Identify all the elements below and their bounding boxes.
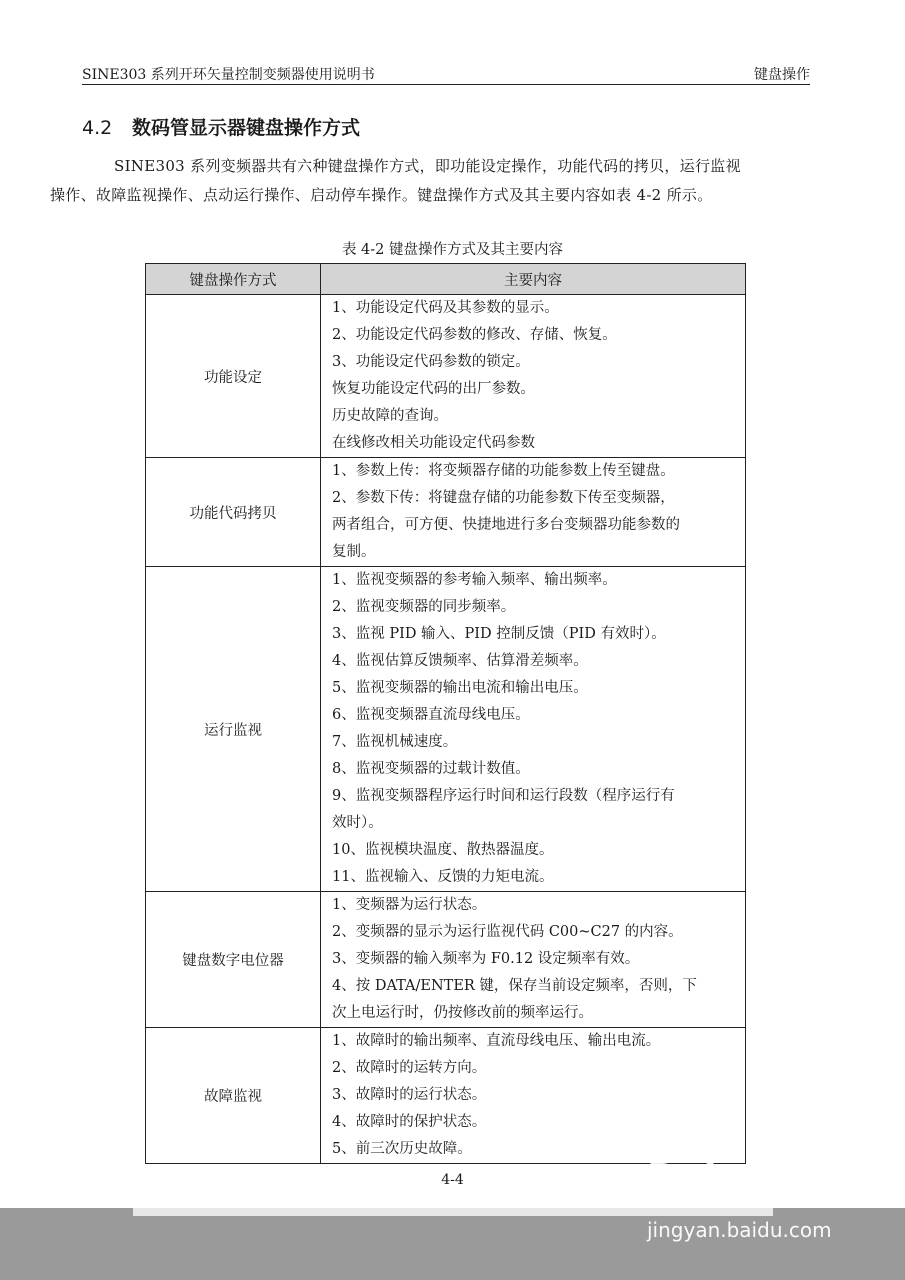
keyboard-operation-table <box>145 263 746 1164</box>
content-line: 2、故障时的运转方向。 <box>332 1060 487 1076</box>
table-header-row <box>146 264 746 295</box>
main-content-cell <box>321 295 746 458</box>
operation-mode-cell: 功能代码拷贝 <box>146 458 321 567</box>
content-line: 3、功能设定代码参数的锁定。 <box>332 354 530 370</box>
content-line: 4、按 DATA/ENTER 键，保存当前设定频率，否则，下 <box>332 978 697 994</box>
intro-line-2: 操作、故障监视操作、点动运行操作、启动停车操作。键盘操作方式及其主要内容如表 4-2 所示。 <box>50 186 713 204</box>
content-line: 2、变频器的显示为运行监视代码 C00~C27 的内容。 <box>332 924 683 940</box>
content-line: 3、变频器的输入频率为 F0.12 设定频率有效。 <box>332 951 640 967</box>
content-line: 复制。 <box>332 544 376 560</box>
table-caption: 表 4-2 键盘操作方式及其主要内容 <box>341 242 564 258</box>
operation-mode-cell: 键盘数字电位器 <box>146 892 321 1028</box>
baidu-watermark <box>645 1150 875 1250</box>
content-line: 10、监视模块温度、散热器温度。 <box>332 842 554 858</box>
content-line: 5、前三次历史故障。 <box>332 1141 472 1157</box>
intro-paragraph <box>50 152 810 210</box>
content-line: 1、功能设定代码及其参数的显示。 <box>332 300 559 316</box>
content-line: 7、监视机械速度。 <box>332 734 458 750</box>
content-line: 1、参数上传：将变频器存储的功能参数上传至键盘。 <box>332 463 675 479</box>
content-line: 5、监视变频器的输出电流和输出电压。 <box>332 680 588 696</box>
main-content-cell <box>321 892 746 1028</box>
content-line: 6、监视变频器直流母线电压。 <box>332 707 530 723</box>
watermark-logo-text: Bai <box>647 1156 718 1200</box>
operation-mode-cell: 运行监视 <box>146 567 321 892</box>
chapter-name: 键盘操作 <box>754 67 810 83</box>
section-title: 数码管显示器键盘操作方式 <box>132 117 361 139</box>
operation-mode-cell: 故障监视 <box>146 1028 321 1164</box>
content-line: 1、故障时的输出频率、直流母线电压、输出电流。 <box>332 1033 661 1049</box>
table-row <box>146 892 746 1028</box>
page-header <box>82 62 810 85</box>
header-content: 主要内容 <box>321 264 746 295</box>
table-row <box>146 567 746 892</box>
content-line: 4、监视估算反馈频率、估算滑差频率。 <box>332 653 588 669</box>
page-number: 4-4 <box>441 1172 464 1188</box>
section-heading <box>82 113 360 140</box>
content-line: 9、监视变频器程序运行时间和运行段数（程序运行有 <box>332 788 675 804</box>
document-title: SINE303 系列开环矢量控制变频器使用说明书 <box>82 67 375 83</box>
content-line: 1、变频器为运行状态。 <box>332 897 487 913</box>
paw-icon <box>753 1148 811 1206</box>
content-line: 两者组合，可方便、快捷地进行多台变频器功能参数的 <box>332 517 680 533</box>
main-content-cell <box>321 1028 746 1164</box>
content-line: 11、监视输入、反馈的力矩电流。 <box>332 869 554 885</box>
content-line: 在线修改相关功能设定代码参数 <box>332 435 535 451</box>
content-line: 效时）。 <box>332 815 383 831</box>
table-row <box>146 1028 746 1164</box>
content-line: 3、监视 PID 输入、PID 控制反馈（PID 有效时）。 <box>332 626 666 642</box>
main-content-cell <box>321 458 746 567</box>
watermark-url: jingyan.baidu.com <box>647 1218 832 1242</box>
table-row <box>146 295 746 458</box>
content-line: 次上电运行时，仍按修改前的频率运行。 <box>332 1005 593 1021</box>
content-line: 4、故障时的保护状态。 <box>332 1114 487 1130</box>
content-line: 2、监视变频器的同步频率。 <box>332 599 516 615</box>
content-line: 2、参数下传：将键盘存储的功能参数下传至变频器， <box>332 490 675 506</box>
content-line: 2、功能设定代码参数的修改、存储、恢复。 <box>332 327 617 343</box>
content-line: 8、监视变频器的过载计数值。 <box>332 761 530 777</box>
header-mode: 键盘操作方式 <box>146 264 321 295</box>
section-number: 4.2 <box>82 117 113 139</box>
main-content-cell <box>321 567 746 892</box>
content-line: 3、故障时的运行状态。 <box>332 1087 487 1103</box>
intro-line-1: SINE303 系列变频器共有六种键盘操作方式，即功能设定操作，功能代码的拷贝，运行监视 <box>114 157 741 175</box>
table-body <box>146 295 746 1164</box>
watermark-suffix: 经验 <box>813 1168 866 1198</box>
operation-mode-cell: 功能设定 <box>146 295 321 458</box>
content-line: 恢复功能设定代码的出厂参数。 <box>332 381 535 397</box>
content-line: 历史故障的查询。 <box>332 408 448 424</box>
content-line: 1、监视变频器的参考输入频率、输出频率。 <box>332 572 617 588</box>
table-row <box>146 458 746 567</box>
